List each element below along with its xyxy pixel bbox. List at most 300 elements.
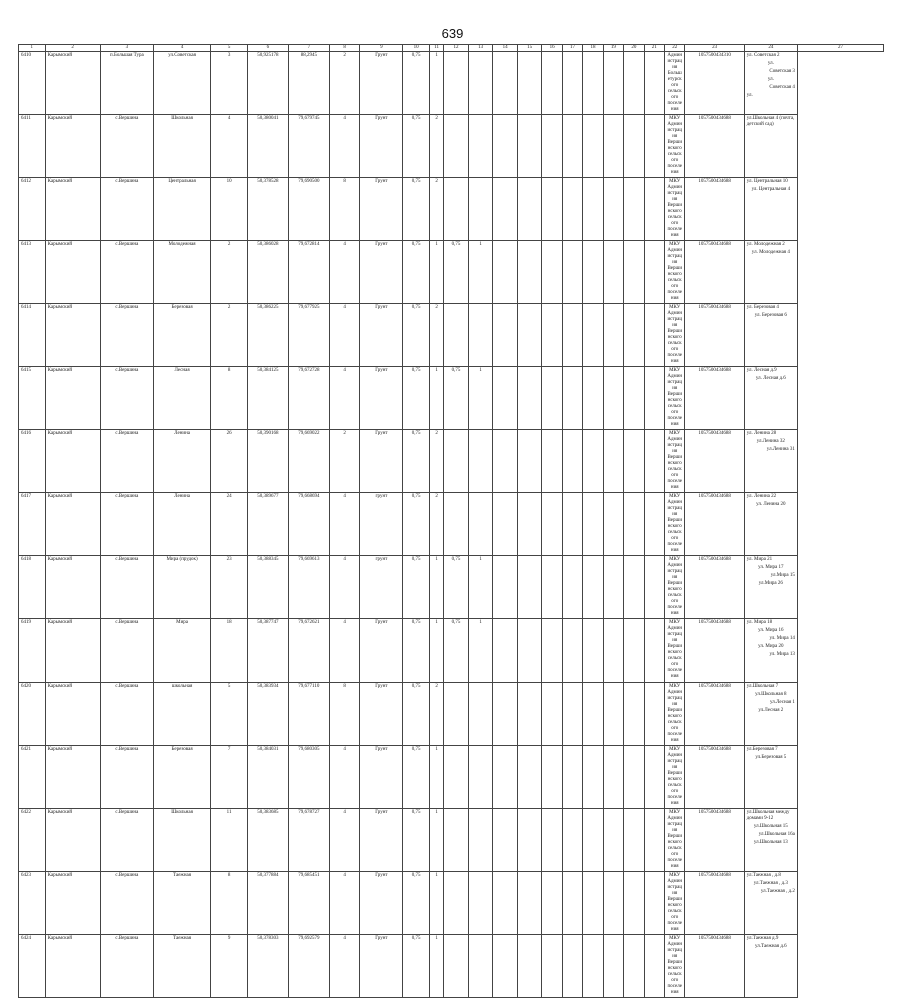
empty-cell (562, 935, 582, 998)
empty-cell (493, 746, 518, 809)
empty-cell (562, 241, 582, 304)
surface-type-cell: Грунт (360, 935, 403, 998)
address-line: ул. Мира 20 (758, 644, 784, 649)
street-cell: Таежная (153, 935, 210, 998)
column-number-cell: 27 (797, 45, 883, 52)
street-cell: Ленина (153, 430, 210, 493)
table-row (19, 809, 884, 872)
empty-cell (562, 746, 582, 809)
empty-cell (624, 493, 644, 556)
house-number-cell: 18 (211, 619, 248, 683)
container-count-cell: 1 (429, 556, 443, 619)
table-row (19, 178, 884, 241)
empty-cell (603, 115, 623, 178)
empty-cell (624, 746, 644, 809)
owner-cell: МКУ Администрация Вершинского сельского поселения (665, 746, 685, 809)
address-line: ул. (767, 61, 774, 66)
empty-cell (603, 935, 623, 998)
container-count-cell: 1 (429, 241, 443, 304)
address-line: ул.Школьная 4 (почта, детский сад) (746, 116, 795, 127)
count-cell: 4 (329, 115, 360, 178)
row-id-cell: 6423 (19, 872, 46, 935)
count-cell: 4 (329, 619, 360, 683)
empty-cell (603, 746, 623, 809)
address-line: ул.Школьная 13 (753, 840, 788, 845)
column-number-cell: 7 (288, 45, 329, 52)
table-row (19, 241, 884, 304)
row-id-cell: 6419 (19, 619, 46, 683)
owner-cell: МКУ Администрация Вершинского сельского поселения (665, 809, 685, 872)
latitude-cell: 50,386028 (247, 241, 288, 304)
address-line: ул. Советская 2 (746, 53, 780, 58)
surface-type-cell: Грунт (360, 304, 403, 367)
owner-cell: МКУ Администрация Вершинского сельского поселения (665, 115, 685, 178)
extra-count-cell (468, 746, 493, 809)
empty-cell (624, 556, 644, 619)
address-line: Советская 4 (769, 85, 795, 90)
area-cell: 0,75 (403, 619, 430, 683)
empty-cell (517, 872, 542, 935)
street-cell: Школьная (153, 115, 210, 178)
settlement-cell: п.Большая Тура (100, 52, 153, 115)
empty-cell (517, 178, 542, 241)
extra-count-cell (468, 304, 493, 367)
district-cell: Карымский (45, 683, 100, 746)
empty-cell (624, 52, 644, 115)
area-cell: 0,75 (403, 935, 430, 998)
ogrn-cell: 1057500434688 (685, 115, 744, 178)
address-line: ул.Березовая 7 (746, 747, 778, 752)
empty-cell (603, 304, 623, 367)
owner-cell: МКУ Администрация Вершинского сельского поселения (665, 367, 685, 430)
empty-cell (493, 304, 518, 367)
row-id-cell: 6422 (19, 809, 46, 872)
empty-cell (624, 115, 644, 178)
settlement-cell: с.Вершина (100, 493, 153, 556)
count-cell: 4 (329, 556, 360, 619)
address-line: ул.Школьная 8 (755, 692, 787, 697)
street-cell: Школьная (153, 809, 210, 872)
longitude-cell: 79,677925 (288, 304, 329, 367)
owner-cell: МКУ Администрация Вершинского сельского поселения (665, 935, 685, 998)
address-line: ул. Лесная д.9 (746, 368, 777, 373)
district-cell: Карымский (45, 872, 100, 935)
surface-type-cell: Грунт (360, 52, 403, 115)
addresses-cell (744, 367, 797, 430)
address-line: ул.Мира 15 (770, 573, 795, 578)
owner-cell: МКУ Администрация Вершинского сельского поселения (665, 556, 685, 619)
empty-cell (583, 746, 603, 809)
table-row (19, 304, 884, 367)
volume-cell (444, 683, 469, 746)
registry-table (18, 44, 884, 998)
empty-cell (562, 619, 582, 683)
district-cell: Карымский (45, 556, 100, 619)
volume-cell (444, 115, 469, 178)
empty-cell (644, 52, 664, 115)
empty-cell (517, 493, 542, 556)
area-cell: 0,75 (403, 367, 430, 430)
district-cell: Карымский (45, 619, 100, 683)
volume-cell (444, 935, 469, 998)
column-number-cell: 5 (211, 45, 248, 52)
row-id-cell: 6416 (19, 430, 46, 493)
latitude-cell: 50,383685 (247, 809, 288, 872)
address-line: ул. Молодежная 4 (751, 250, 790, 255)
empty-cell (493, 367, 518, 430)
address-line: ул.Школьная 16а (758, 832, 795, 837)
surface-type-cell: Грунт (360, 872, 403, 935)
container-count-cell: 1 (429, 872, 443, 935)
column-number-cell: 24 (744, 45, 797, 52)
empty-cell (583, 52, 603, 115)
house-number-cell: 26 (211, 430, 248, 493)
area-cell: 0,75 (403, 115, 430, 178)
address-line: ул.Мира 26 (758, 581, 783, 586)
empty-cell (542, 430, 562, 493)
address-line: ул. Ленина 20 (756, 502, 786, 507)
empty-cell (624, 935, 644, 998)
count-cell: 8 (329, 683, 360, 746)
empty-cell (644, 115, 664, 178)
street-cell: Таежная (153, 872, 210, 935)
settlement-cell: с.Вершина (100, 115, 153, 178)
addresses-cell (744, 178, 797, 241)
column-number-cell: 4 (153, 45, 210, 52)
empty-cell (542, 556, 562, 619)
empty-cell (644, 809, 664, 872)
ogrn-cell: 1057500434688 (685, 556, 744, 619)
empty-cell (583, 619, 603, 683)
area-cell: 0,75 (403, 493, 430, 556)
empty-cell (603, 241, 623, 304)
volume-cell: 0,75 (444, 556, 469, 619)
address-line: ул. Мира 14 (769, 636, 795, 641)
street-cell: Березовая (153, 304, 210, 367)
volume-cell (444, 304, 469, 367)
empty-cell (603, 872, 623, 935)
longitude-cell: 88,2945 (288, 52, 329, 115)
empty-cell (624, 367, 644, 430)
empty-cell (562, 556, 582, 619)
column-number-cell: 15 (517, 45, 542, 52)
table-row (19, 367, 884, 430)
address-line: ул.Школьная 15 (753, 824, 788, 829)
empty-cell (562, 809, 582, 872)
empty-cell (644, 367, 664, 430)
empty-cell (583, 809, 603, 872)
district-cell: Карымский (45, 493, 100, 556)
area-cell: 0,75 (403, 809, 430, 872)
latitude-cell: 50,384031 (247, 746, 288, 809)
empty-cell (542, 367, 562, 430)
surface-type-cell: грунт (360, 556, 403, 619)
house-number-cell: 24 (211, 493, 248, 556)
empty-cell (583, 178, 603, 241)
latitude-cell: 50,380041 (247, 115, 288, 178)
extra-count-cell (468, 935, 493, 998)
table-row (19, 683, 884, 746)
street-cell: Ленина (153, 493, 210, 556)
address-line: ул. Ленина 28 (746, 431, 777, 436)
empty-cell (517, 746, 542, 809)
column-number-cell: 23 (685, 45, 744, 52)
address-line: ул. Березовая 6 (754, 313, 787, 318)
surface-type-cell: Грунт (360, 683, 403, 746)
empty-cell (517, 556, 542, 619)
street-cell: Центральная (153, 178, 210, 241)
column-number-cell: 6 (247, 45, 288, 52)
address-line: ул. (767, 77, 774, 82)
empty-cell (624, 619, 644, 683)
addresses-cell (744, 430, 797, 493)
ogrn-cell: 1057500434688 (685, 178, 744, 241)
volume-cell: 0,75 (444, 619, 469, 683)
empty-cell (562, 178, 582, 241)
ogrn-cell: 1057500434688 (685, 683, 744, 746)
column-number-cell: 21 (644, 45, 664, 52)
address-line: ул. Мира 16 (758, 628, 784, 633)
empty-cell (493, 241, 518, 304)
empty-cell (583, 241, 603, 304)
ogrn-cell: 1057500434688 (685, 809, 744, 872)
empty-cell (644, 746, 664, 809)
container-count-cell: 1 (429, 52, 443, 115)
row-id-cell: 6418 (19, 556, 46, 619)
street-cell: Лесная (153, 367, 210, 430)
table-row (19, 746, 884, 809)
volume-cell (444, 493, 469, 556)
extra-count-cell (468, 178, 493, 241)
longitude-cell: 79,680305 (288, 746, 329, 809)
column-number-cell: 14 (493, 45, 518, 52)
column-number-cell: 18 (583, 45, 603, 52)
addresses-cell (744, 872, 797, 935)
surface-type-cell: Грунт (360, 619, 403, 683)
count-cell: 4 (329, 367, 360, 430)
addresses-cell (744, 304, 797, 367)
empty-cell (603, 178, 623, 241)
empty-cell (583, 304, 603, 367)
addresses-cell (744, 556, 797, 619)
addresses-cell (744, 493, 797, 556)
latitude-cell: 50,386225 (247, 304, 288, 367)
street-cell: ул.Советская (153, 52, 210, 115)
count-cell: 4 (329, 493, 360, 556)
count-cell: 4 (329, 304, 360, 367)
container-count-cell: 1 (429, 746, 443, 809)
address-line: ул. Центральная 10 (746, 179, 788, 184)
empty-cell (583, 115, 603, 178)
empty-cell (644, 304, 664, 367)
owner-cell: МКУ Администрация Вершинского сельского поселения (665, 683, 685, 746)
latitude-cell: 50,925178 (247, 52, 288, 115)
latitude-cell: 50,378303 (247, 935, 288, 998)
empty-cell (542, 241, 562, 304)
district-cell: Карымский (45, 241, 100, 304)
addresses-cell (744, 52, 797, 115)
empty-cell (562, 683, 582, 746)
address-line: ул. Ленина 22 (746, 494, 777, 499)
address-line: ул. Мира 17 (758, 565, 784, 570)
area-cell: 0,75 (403, 683, 430, 746)
ogrn-cell: 1057500434688 (685, 872, 744, 935)
empty-cell (583, 683, 603, 746)
empty-cell (542, 493, 562, 556)
address-line: ул. Лесная д.6 (755, 376, 786, 381)
address-line: ул. Мира 13 (769, 652, 795, 657)
surface-type-cell: Грунт (360, 430, 403, 493)
row-id-cell: 6412 (19, 178, 46, 241)
ogrn-cell: 1057500434310 (685, 52, 744, 115)
address-line: ул.Таежная , д.8 (746, 873, 781, 878)
count-cell: 4 (329, 872, 360, 935)
table-row (19, 935, 884, 998)
ogrn-cell: 1057500434688 (685, 619, 744, 683)
empty-cell (624, 241, 644, 304)
extra-count-cell (468, 872, 493, 935)
street-cell: Мира (153, 619, 210, 683)
empty-cell (493, 935, 518, 998)
ogrn-cell: 1057500434688 (685, 367, 744, 430)
container-count-cell: 1 (429, 619, 443, 683)
empty-cell (562, 493, 582, 556)
extra-count-cell (468, 430, 493, 493)
owner-cell: МКУ Администрация Вершинского сельского поселения (665, 241, 685, 304)
volume-cell (444, 746, 469, 809)
settlement-cell: с.Вершина (100, 683, 153, 746)
container-count-cell: 2 (429, 493, 443, 556)
extra-count-cell: 1 (468, 367, 493, 430)
street-cell: школьная (153, 683, 210, 746)
empty-cell (493, 619, 518, 683)
extra-count-cell (468, 809, 493, 872)
empty-cell (583, 493, 603, 556)
district-cell: Карымский (45, 367, 100, 430)
house-number-cell: 5 (211, 683, 248, 746)
empty-cell (644, 872, 664, 935)
owner-cell: МКУ Администрация Вершинского сельского поселения (665, 430, 685, 493)
row-id-cell: 6415 (19, 367, 46, 430)
empty-cell (644, 178, 664, 241)
container-count-cell: 1 (429, 367, 443, 430)
address-line: ул.Таежная д.6 (755, 944, 787, 949)
empty-cell (517, 52, 542, 115)
surface-type-cell: Грунт (360, 115, 403, 178)
empty-cell (517, 304, 542, 367)
empty-cell (517, 935, 542, 998)
district-cell: Карымский (45, 746, 100, 809)
empty-cell (583, 430, 603, 493)
street-cell: Молодежная (153, 241, 210, 304)
ogrn-cell: 1057500434688 (685, 430, 744, 493)
settlement-cell: с.Вершина (100, 430, 153, 493)
address-line: ул.Лесная 1 (770, 700, 795, 705)
empty-cell (583, 367, 603, 430)
volume-cell (444, 430, 469, 493)
latitude-cell: 50,378528 (247, 178, 288, 241)
table-row (19, 619, 884, 683)
empty-cell (603, 367, 623, 430)
street-cell: Мира (прудок) (153, 556, 210, 619)
latitude-cell: 50,387747 (247, 619, 288, 683)
row-id-cell: 6411 (19, 115, 46, 178)
district-cell: Карымский (45, 304, 100, 367)
addresses-cell (744, 809, 797, 872)
empty-cell (517, 241, 542, 304)
address-line: ул.Таежная , д.3 (753, 881, 788, 886)
owner-cell: Администрация Большетурского сельского поселения (665, 52, 685, 115)
address-line: ул.Школьная 7 (746, 684, 779, 689)
column-number-cell: 17 (562, 45, 582, 52)
column-number-cell: 16 (542, 45, 562, 52)
column-number-cell: 19 (603, 45, 623, 52)
empty-cell (624, 683, 644, 746)
count-cell: 8 (329, 178, 360, 241)
column-number-cell: 20 (624, 45, 644, 52)
latitude-cell: 50,388345 (247, 556, 288, 619)
address-line: ул.Таежная д.9 (746, 936, 779, 941)
surface-type-cell: Грунт (360, 178, 403, 241)
table-row (19, 115, 884, 178)
house-number-cell: 10 (211, 178, 248, 241)
column-number-cell: 13 (468, 45, 493, 52)
count-cell: 4 (329, 935, 360, 998)
latitude-cell: 50,377884 (247, 872, 288, 935)
empty-cell (562, 304, 582, 367)
empty-cell (542, 683, 562, 746)
address-line: ул.Ленина 32 (756, 439, 785, 444)
empty-cell (603, 430, 623, 493)
latitude-cell: 50,383934 (247, 683, 288, 746)
row-id-cell: 6420 (19, 683, 46, 746)
volume-cell (444, 178, 469, 241)
empty-cell (624, 430, 644, 493)
empty-cell (517, 430, 542, 493)
settlement-cell: с.Вершина (100, 241, 153, 304)
column-number-cell: 10 (403, 45, 430, 52)
longitude-cell: 79,672814 (288, 241, 329, 304)
empty-cell (583, 935, 603, 998)
house-number-cell: 7 (211, 746, 248, 809)
empty-cell (493, 493, 518, 556)
row-id-cell: 6421 (19, 746, 46, 809)
empty-cell (517, 809, 542, 872)
empty-cell (624, 872, 644, 935)
table-row (19, 872, 884, 935)
house-number-cell: 2 (211, 304, 248, 367)
empty-cell (493, 52, 518, 115)
area-cell: 0,75 (403, 52, 430, 115)
empty-cell (517, 619, 542, 683)
longitude-cell: 79,672621 (288, 619, 329, 683)
volume-cell (444, 809, 469, 872)
settlement-cell: с.Вершина (100, 809, 153, 872)
container-count-cell: 2 (429, 115, 443, 178)
house-number-cell: 8 (211, 367, 248, 430)
longitude-cell: 79,677110 (288, 683, 329, 746)
column-number-row (19, 45, 884, 52)
empty-cell (493, 809, 518, 872)
extra-count-cell: 1 (468, 619, 493, 683)
street-cell: Березовая (153, 746, 210, 809)
settlement-cell: с.Вершина (100, 367, 153, 430)
empty-cell (562, 115, 582, 178)
empty-cell (603, 52, 623, 115)
address-line: ул.Ленина 31 (766, 447, 795, 452)
addresses-cell (744, 935, 797, 998)
row-id-cell: 6417 (19, 493, 46, 556)
